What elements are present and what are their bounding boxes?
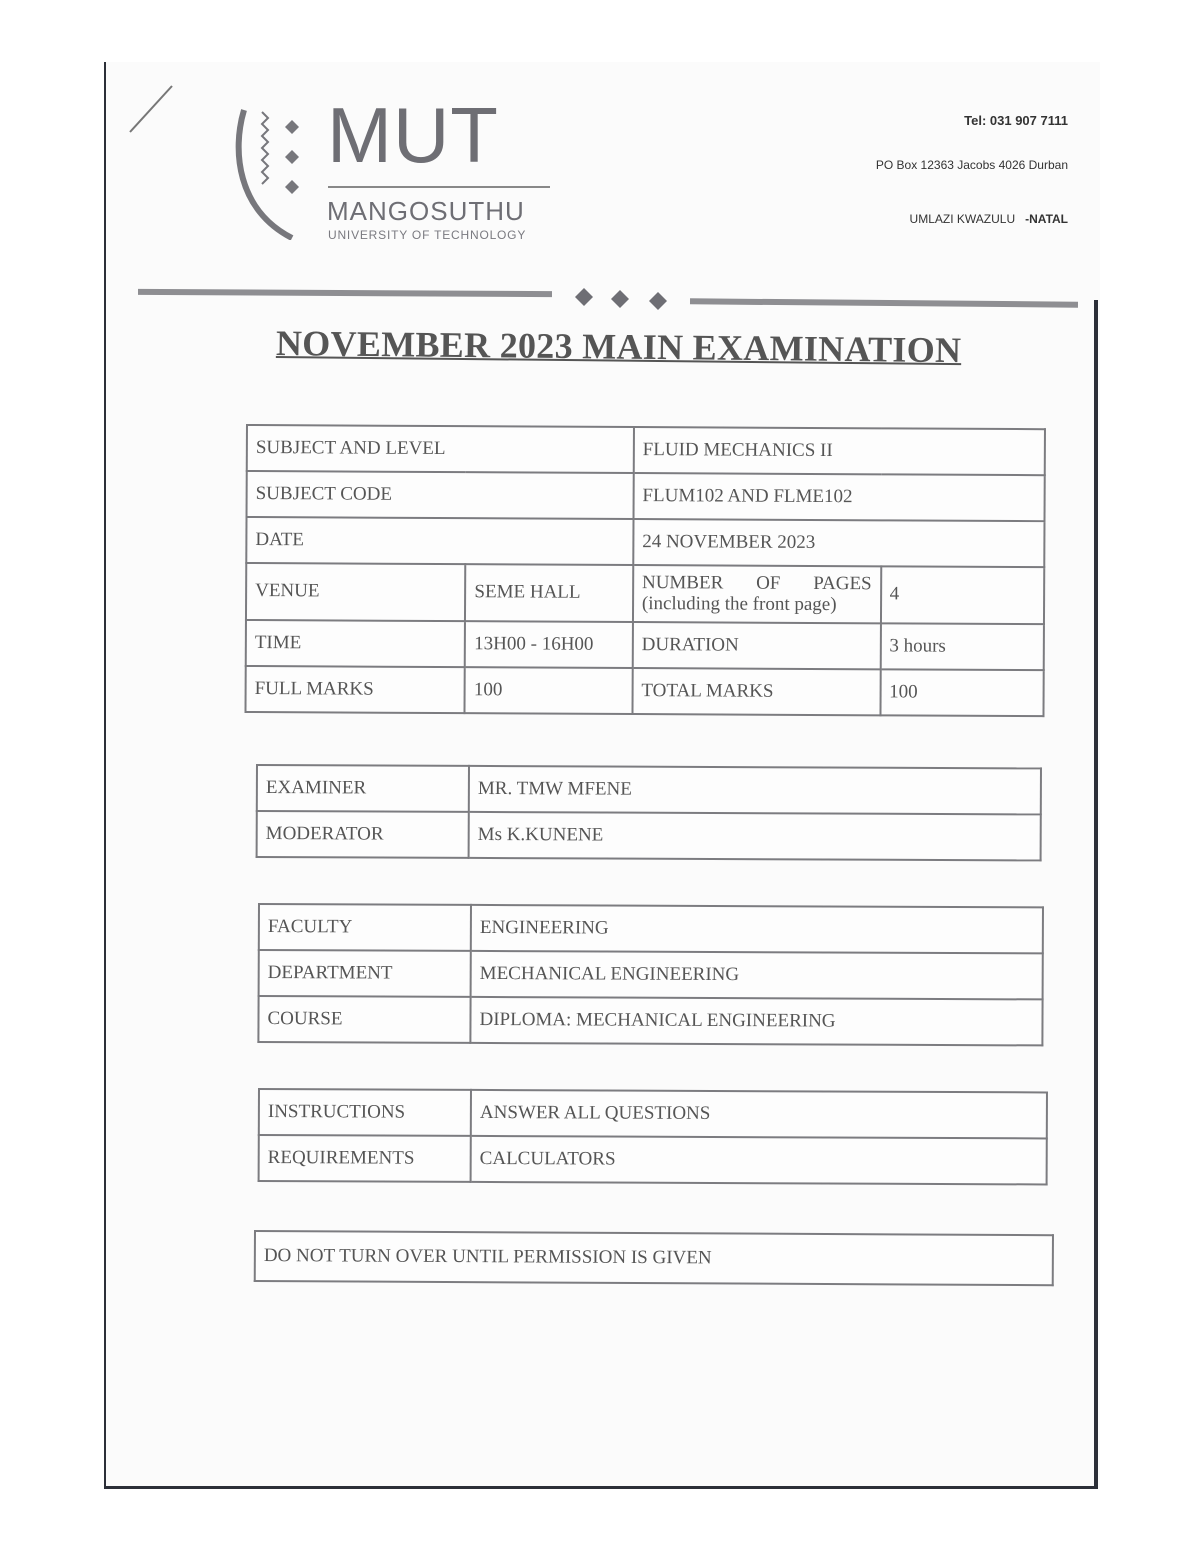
table-row	[257, 811, 1041, 860]
contact-region	[910, 212, 1068, 226]
logo-subtitle: UNIVERSITY OF TECHNOLOGY	[328, 228, 527, 242]
table-row	[257, 765, 1041, 814]
table-row	[258, 996, 1042, 1045]
university-logo-mark-icon	[232, 100, 327, 240]
logo-name: MANGOSUTHU	[327, 196, 525, 226]
page-title: NOVEMBER 2023 MAIN EXAMINATION	[275, 323, 962, 371]
contact-region-a: UMLAZI KWAZULU	[909, 212, 1016, 226]
faculty-value: ENGINEERING	[471, 905, 1043, 953]
notice-text: DO NOT TURN OVER UNTIL PERMISSION IS GIVEN	[255, 1231, 1053, 1285]
total-marks-label: TOTAL MARKS	[632, 668, 880, 715]
requirements-label: REQUIREMENTS	[259, 1135, 471, 1182]
pages-label-word-3: PAGES	[813, 572, 872, 595]
venue-label: VENUE	[246, 563, 466, 621]
instructions-value: ANSWER ALL QUESTIONS	[471, 1090, 1047, 1139]
date-label: DATE	[246, 517, 633, 565]
requirements-value: CALCULATORS	[471, 1136, 1047, 1185]
course-label: COURSE	[258, 996, 470, 1043]
table-row	[259, 904, 1043, 953]
page-edge-bottom	[104, 1486, 1098, 1489]
contact-address: PO Box 12363 Jacobs 4026 Durban	[875, 158, 1068, 172]
instructions-label: INSTRUCTIONS	[259, 1089, 471, 1136]
faculty-table	[257, 903, 1044, 1046]
course-value: DIPLOMA: MECHANICAL ENGINEERING	[470, 997, 1042, 1045]
staff-table	[256, 764, 1042, 861]
subject-level-label: SUBJECT AND LEVEL	[247, 425, 634, 473]
moderator-value: Ms K.KUNENE	[469, 812, 1041, 860]
pages-label-word-1: NUMBER	[641, 572, 724, 594]
pages-label-sub: (including the front page)	[641, 592, 837, 615]
duration-value: 3 hours	[880, 623, 1044, 670]
table-row	[259, 1089, 1047, 1138]
pages-label-word-2: OF	[756, 572, 781, 594]
time-label: TIME	[246, 620, 466, 667]
table-row	[255, 1231, 1053, 1285]
subject-level-value: FLUID MECHANICS II	[634, 427, 1045, 475]
pages-value: 4	[880, 566, 1044, 624]
table-row	[246, 517, 1044, 567]
date-value: 24 NOVEMBER 2023	[633, 519, 1044, 567]
instructions-table	[258, 1088, 1048, 1185]
venue-value: SEME HALL	[465, 564, 633, 622]
table-row	[245, 666, 1043, 716]
total-marks-value: 100	[880, 669, 1044, 716]
table-row	[259, 1135, 1047, 1184]
pen-mark-icon	[128, 84, 188, 144]
duration-label: DURATION	[633, 622, 881, 669]
contact-region-b: -NATAL	[1025, 212, 1068, 226]
logo-rule	[328, 186, 550, 188]
table-row	[247, 471, 1045, 521]
table-row	[259, 950, 1043, 999]
page-edge-right	[1094, 300, 1098, 1488]
pages-label	[633, 565, 881, 623]
exam-details-table	[244, 424, 1046, 717]
scan-margin	[0, 0, 104, 1553]
department-value: MECHANICAL ENGINEERING	[471, 951, 1043, 999]
examiner-value: MR. TMW MFENE	[469, 766, 1041, 814]
subject-code-label: SUBJECT CODE	[247, 471, 634, 519]
examiner-label: EXAMINER	[257, 765, 469, 812]
table-row	[247, 425, 1045, 475]
full-marks-label: FULL MARKS	[245, 666, 465, 713]
notice-table	[254, 1230, 1054, 1286]
faculty-label: FACULTY	[259, 904, 471, 951]
full-marks-value: 100	[465, 667, 633, 714]
university-logo	[232, 91, 562, 250]
contact-tel: Tel: 031 907 7111	[964, 113, 1068, 128]
diamond-ornament-icon	[572, 286, 672, 316]
moderator-label: MODERATOR	[257, 811, 469, 858]
logo-mut: MUT	[327, 91, 499, 179]
subject-code-value: FLUM102 AND FLME102	[633, 473, 1044, 521]
department-label: DEPARTMENT	[259, 950, 471, 997]
table-row	[246, 620, 1044, 670]
table-row	[246, 563, 1044, 624]
time-value: 13H00 - 16H00	[465, 621, 633, 668]
